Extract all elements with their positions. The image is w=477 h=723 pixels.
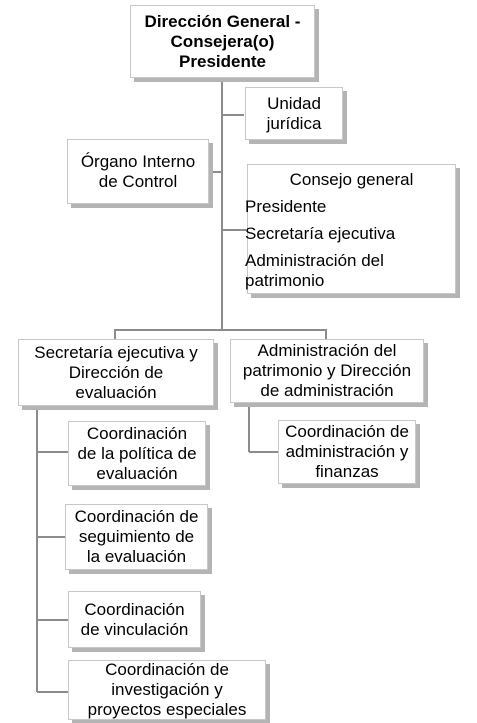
- coordinacion-investigacion-line1: Coordinación de: [105, 660, 229, 679]
- consejo-general-item: Administración del: [245, 251, 384, 270]
- consejo-general-item: Presidente: [245, 197, 327, 216]
- coordinacion-politica-box: [68, 421, 206, 486]
- coordinacion-seguimiento-line2: seguimiento de: [78, 527, 195, 546]
- coordinacion-seguimiento-box: [65, 504, 208, 570]
- secretaria-ejecutiva-line2: Dirección de: [68, 362, 164, 382]
- coordinacion-politica-line3: evaluación: [96, 463, 178, 483]
- unidad-juridica-box: [245, 87, 343, 140]
- consejo-general-item: Secretaría ejecutiva: [245, 224, 396, 243]
- administracion-patrimonio-line2: patrimonio y Dirección: [242, 361, 412, 380]
- coordinacion-investigacion-line3: proyectos especiales: [87, 700, 247, 719]
- direccion-general-line3: Presidente: [179, 51, 266, 71]
- direccion-general-box: [130, 5, 315, 78]
- unidad-juridica-line2: jurídica: [266, 113, 322, 133]
- organo-interno-box: [67, 139, 209, 204]
- consejo-general-title: Consejo general: [289, 170, 414, 189]
- coordinacion-vinculacion-line1: Coordinación: [84, 599, 185, 619]
- coordinacion-administracion-finanzas-box: [278, 420, 416, 484]
- consejo-general-item: patrimonio: [245, 271, 325, 290]
- administracion-patrimonio-line1: Administración del: [257, 341, 397, 360]
- administracion-patrimonio-box: [230, 339, 424, 403]
- direccion-general-line1: Dirección General -: [144, 11, 301, 31]
- coordinacion-investigacion-box: [68, 660, 266, 720]
- organo-interno-line2: de Control: [98, 171, 178, 191]
- secretaria-ejecutiva-line3: evaluación: [75, 382, 157, 402]
- coordinacion-politica-line2: de la política de: [77, 443, 197, 463]
- coordinacion-seguimiento-line3: la evaluación: [86, 547, 187, 566]
- administracion-patrimonio-line3: de administración: [260, 381, 394, 400]
- coordinacion-administracion-finanzas-line1: Coordinación de: [285, 422, 409, 441]
- coordinacion-seguimiento-line1: Coordinación de: [74, 507, 199, 526]
- coordinacion-vinculacion-box: [68, 591, 201, 648]
- direccion-general-line2: Consejera(o): [170, 31, 275, 51]
- secretaria-ejecutiva-line1: Secretaría ejecutiva y: [34, 342, 198, 362]
- organo-interno-line1: Órgano Interno: [80, 151, 196, 171]
- coordinacion-vinculacion-line2: de vinculación: [80, 619, 189, 639]
- unidad-juridica-line1: Unidad: [267, 93, 321, 113]
- coordinacion-administracion-finanzas-line2: administración y: [285, 442, 409, 461]
- coordinacion-administracion-finanzas-line3: finanzas: [315, 462, 379, 481]
- coordinacion-investigacion-line2: investigación y: [111, 680, 223, 699]
- secretaria-ejecutiva-box: [18, 339, 214, 406]
- coordinacion-politica-line1: Coordinación: [86, 423, 188, 443]
- consejo-general-box: [247, 164, 456, 294]
